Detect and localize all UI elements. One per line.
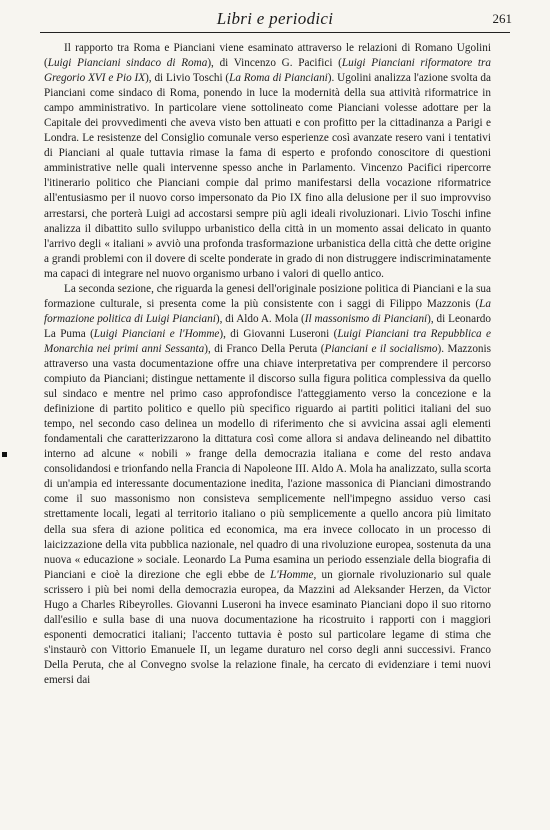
- italic-title-segment: La Roma di Pianciani: [229, 72, 328, 85]
- italic-title-segment: Luigi Pianciani tra Repubblica e Monarchia nei primi anni Sessanta: [44, 327, 491, 355]
- text-segment: un giornale rivoluzionario sul quale scrissero i più bei nomi della democrazia europea, da Mazzini ad Aleksander Herzen, da Victor Hugo a Charles Ribeyrolles. Giovanni Luseroni ha invece esaminato Pianciani dopo il suo ritorno dall'esilio e sulla base di una nuova documentazione ha ricostruito i rapporti con i maggiori esponenti democratici italiani; l'accento tuttavia è posto sul particolare legame di stima che s'instaurò con Vittorio Emanuele II, un legame duraturo nel corso degli anni successivi. Franco Della Peruta, che al Convegno svolse la relazione finale, ha cercato di evidenziare i temi nuovi emersi dai: [44, 568, 491, 686]
- running-title: Libri e periodici: [216, 9, 334, 28]
- page-header: [40, 6, 510, 33]
- text-segment: Il rapporto tra Roma e Pianciani viene esaminato attraverso le relazioni di Romano Ugolini (: [44, 42, 491, 70]
- page-number: 261: [492, 11, 512, 26]
- paragraph-1: [44, 41, 491, 282]
- italic-title-segment: Luigi Pianciani riformatore tra Gregorio XVI e Pio IX: [44, 57, 491, 85]
- text-segment: ), di Livio Toschi (: [145, 72, 230, 85]
- text-segment: ). Mazzonis attraverso una vasta documentazione offre una chiave interpretativa per comprendere il percorso compiuto da Pianciani; distingue nettamente il discorso sulla figura politica complessiva da quello sul sindaco e mentre nel primo caso approfondisce l'atteggiamento verso la concezione e la definizione di partito politico e quello più specifico riguardo ai partiti politici italiani del suo tempo, nel secondo caso delinea un modello di riferimento che si avvicina assai agli elementi fondamentali che caratterizzarono la dittatura così come allora si andava delineando nel dibattito interno ad alcune « nobili » frange della democrazia italiana e come del resto andava consolidandosi e trionfando nella Francia di Napoleone III. Aldo A. Mola ha analizzato, sulla scorta di un'ampia ed interessante documentazione inedita, l'azione massonica di Pianciani dimostrando come il suo massonismo non consisteva semplicemente nell'impegno assiduo verso casi strettamente locali, legati al territorio italiano o più semplicemente a quello ancora più limitato della sua sfera di azione politica ed economica, ma era invece collocato in un processo di laicizzazione della vita pubblica nazionale, nel quadro di una rivoluzione europea, sostenuta da una nuova « educazione » sociale. Leonardo La Puma esamina un periodo essenziale della biografia di Pianciani e cioè la direzione che egli ebbe de: [44, 342, 491, 581]
- text-segment: ), di Aldo A. Mola (: [215, 312, 305, 325]
- text-segment: ), di Vincenzo G. Pacifici (: [207, 57, 342, 70]
- italic-title-segment: Il massonismo di Pianciani: [304, 312, 428, 325]
- italic-title-segment: Luigi Pianciani sindaco di Roma: [47, 57, 208, 70]
- italic-title-segment: L'Homme,: [270, 568, 317, 581]
- text-segment: La seconda sezione, che riguarda la genesi dell'originale posizione politica di Pianciani e la sua formazione culturale, si presenta come la più consistente con i saggi di Filippo Mazzonis (: [44, 282, 491, 310]
- paragraph-2: [44, 282, 491, 688]
- text-segment: ), di Leonardo La Puma (: [44, 312, 491, 340]
- body-text: [44, 41, 491, 688]
- text-segment: ), di Franco Della Peruta (: [204, 342, 325, 355]
- text-segment: ). Ugolini analizza l'azione svolta da Pianciani come sindaco di Roma, ponendo in luce la modernità della sua attività riformatrice in campo amministrativo. In particolare viene sottolineato come Pianciani volesse adottare per la Capitale dei provvedimenti che aveva visto ben attuati e con profitto per la cittadinanza a Parigi e Londra. Le resistenze del Consiglio comunale verso esperienze così avanzate resero vani i tentativi di Pianciani al quale tuttavia rimase la fama di esperto e profondo conoscitore di questioni amministrative nelle quali intervenne spesso anche in Parlamento. Vincenzo Pacifici ripercorre l'itinerario politico che Pianciani compie dal primo manifestarsi della vocazione riformatrice all'entusiasmo per il nuovo corso impersonato da Pio IX fino alla delusione per il suo improvviso arrestarsi, che porterà Luigi ad accostarsi sempre più agli ideali rivoluzionari. Livio Toschi infine analizza il dibattito sullo sviluppo urbanistico della città in un momento assai delicato in quanto l'arrivo degli « italiani » avviò una profonda trasformazione urbanistica della città che dette origine a grandi problemi con il dovere di scelte ponderate in grado di non distruggere indiscriminatamente ma capaci di integrare nel nuovo organismo urbano i valori di quello antico.: [44, 72, 491, 280]
- italic-title-segment: Pianciani e il socialismo: [324, 342, 438, 355]
- italic-title-segment: La formazione politica di Luigi Pianciani: [44, 297, 491, 325]
- margin-mark: [2, 452, 7, 457]
- italic-title-segment: Luigi Pianciani e l'Homme: [93, 327, 220, 340]
- text-segment: ), di Giovanni Luseroni (: [219, 327, 338, 340]
